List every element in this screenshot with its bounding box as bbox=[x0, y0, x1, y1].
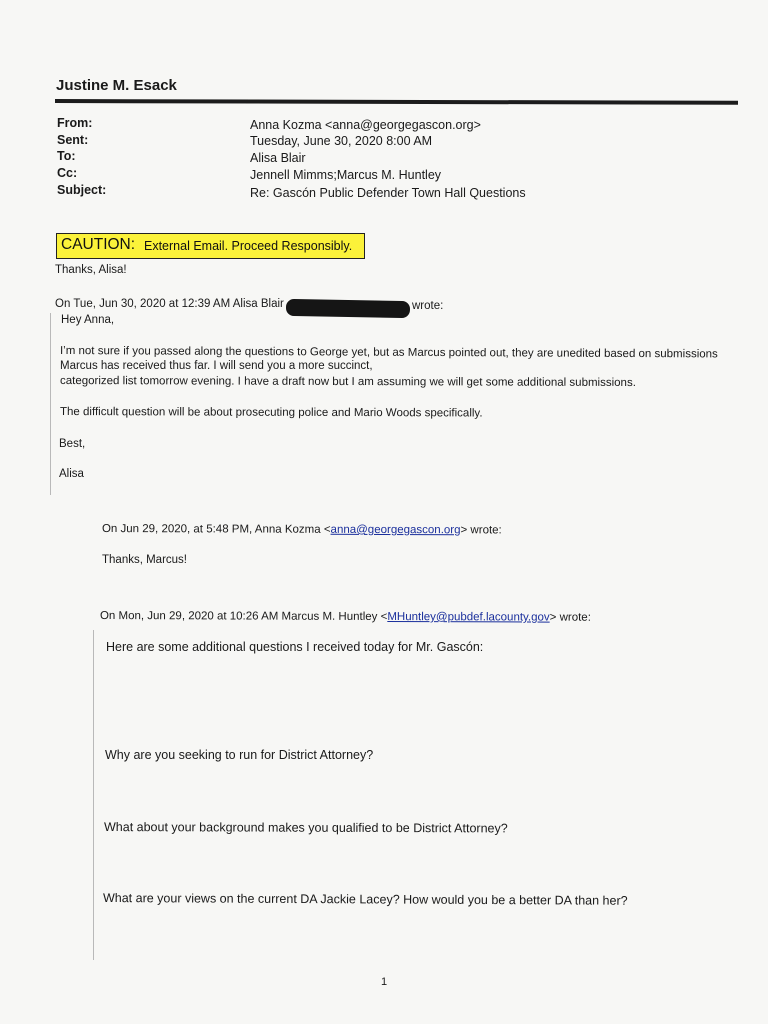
msg1-line4: The difficult question will be about prosecuting police and Mario Woods specifically. bbox=[59, 406, 483, 420]
quote-bar-3 bbox=[93, 630, 94, 960]
caution-text: External Email. Proceed Responsibly. bbox=[144, 239, 353, 253]
msg3-lead: Here are some additional questions I received today for Mr. Gascón: bbox=[106, 640, 484, 654]
msg1-line2: Marcus has received thus far. I will send you a more succinct, bbox=[60, 360, 373, 372]
redaction-mark bbox=[286, 299, 410, 318]
msg1-greeting: Hey Anna, bbox=[61, 314, 115, 326]
msg2-intro-suffix: > wrote: bbox=[460, 524, 502, 537]
page-number: 1 bbox=[381, 976, 388, 988]
msg2-intro bbox=[102, 523, 502, 536]
quote-bar-1 bbox=[50, 313, 51, 495]
from-label: From: bbox=[57, 116, 93, 130]
to-label: To: bbox=[57, 149, 76, 163]
reply-thanks: Thanks, Alisa! bbox=[55, 264, 127, 276]
msg3-intro-suffix: > wrote: bbox=[549, 611, 591, 624]
from-value: Anna Kozma <anna@georgegascon.org> bbox=[250, 118, 481, 132]
cc-value: Jennell Mimms;Marcus M. Huntley bbox=[250, 168, 442, 182]
msg3-intro-prefix: On Mon, Jun 29, 2020 at 10:26 AM Marcus M. Huntley < bbox=[99, 610, 388, 624]
caution-word: CAUTION: bbox=[61, 236, 136, 253]
subject-value: Re: Gascón Public Defender Town Hall Questions bbox=[250, 186, 526, 200]
question-item: What are your views on the current DA Jackie Lacey? How would you be a better DA than her? bbox=[102, 891, 628, 908]
subject-label: Subject: bbox=[57, 183, 107, 197]
msg2-email-link[interactable]: anna@georgegascon.org bbox=[330, 523, 461, 537]
question-item: Why are you seeking to run for District Attorney? bbox=[105, 748, 374, 762]
sent-label: Sent: bbox=[57, 133, 89, 147]
caution-banner bbox=[56, 233, 365, 259]
msg1-signoff: Best, bbox=[59, 438, 86, 450]
document-owner-name: Justine M. Esack bbox=[56, 77, 177, 94]
sent-value: Tuesday, June 30, 2020 8:00 AM bbox=[250, 134, 433, 148]
msg3-email-link[interactable]: MHuntley@pubdef.lacounty.gov bbox=[387, 611, 550, 624]
msg1-intro-suffix: wrote: bbox=[412, 300, 444, 312]
to-value: Alisa Blair bbox=[250, 151, 306, 165]
msg1-line1: I’m not sure if you passed along the questions to George yet, but as Marcus pointed out, they are unedited based on submissions bbox=[59, 345, 718, 361]
cc-label: Cc: bbox=[57, 166, 78, 180]
msg3-intro bbox=[100, 610, 591, 624]
msg2-intro-prefix: On Jun 29, 2020, at 5:48 PM, Anna Kozma < bbox=[101, 523, 331, 536]
msg1-intro: On Tue, Jun 30, 2020 at 12:39 AM Alisa Blair bbox=[55, 298, 284, 310]
msg1-signature: Alisa bbox=[59, 468, 84, 480]
msg2-body: Thanks, Marcus! bbox=[102, 554, 187, 566]
msg1-line3: categorized list tomorrow evening. I have a draft now but I am assuming we will get some additional submissions. bbox=[59, 375, 636, 390]
question-item: What about your background makes you qualified to be District Attorney? bbox=[103, 820, 508, 836]
header-divider bbox=[55, 99, 738, 105]
